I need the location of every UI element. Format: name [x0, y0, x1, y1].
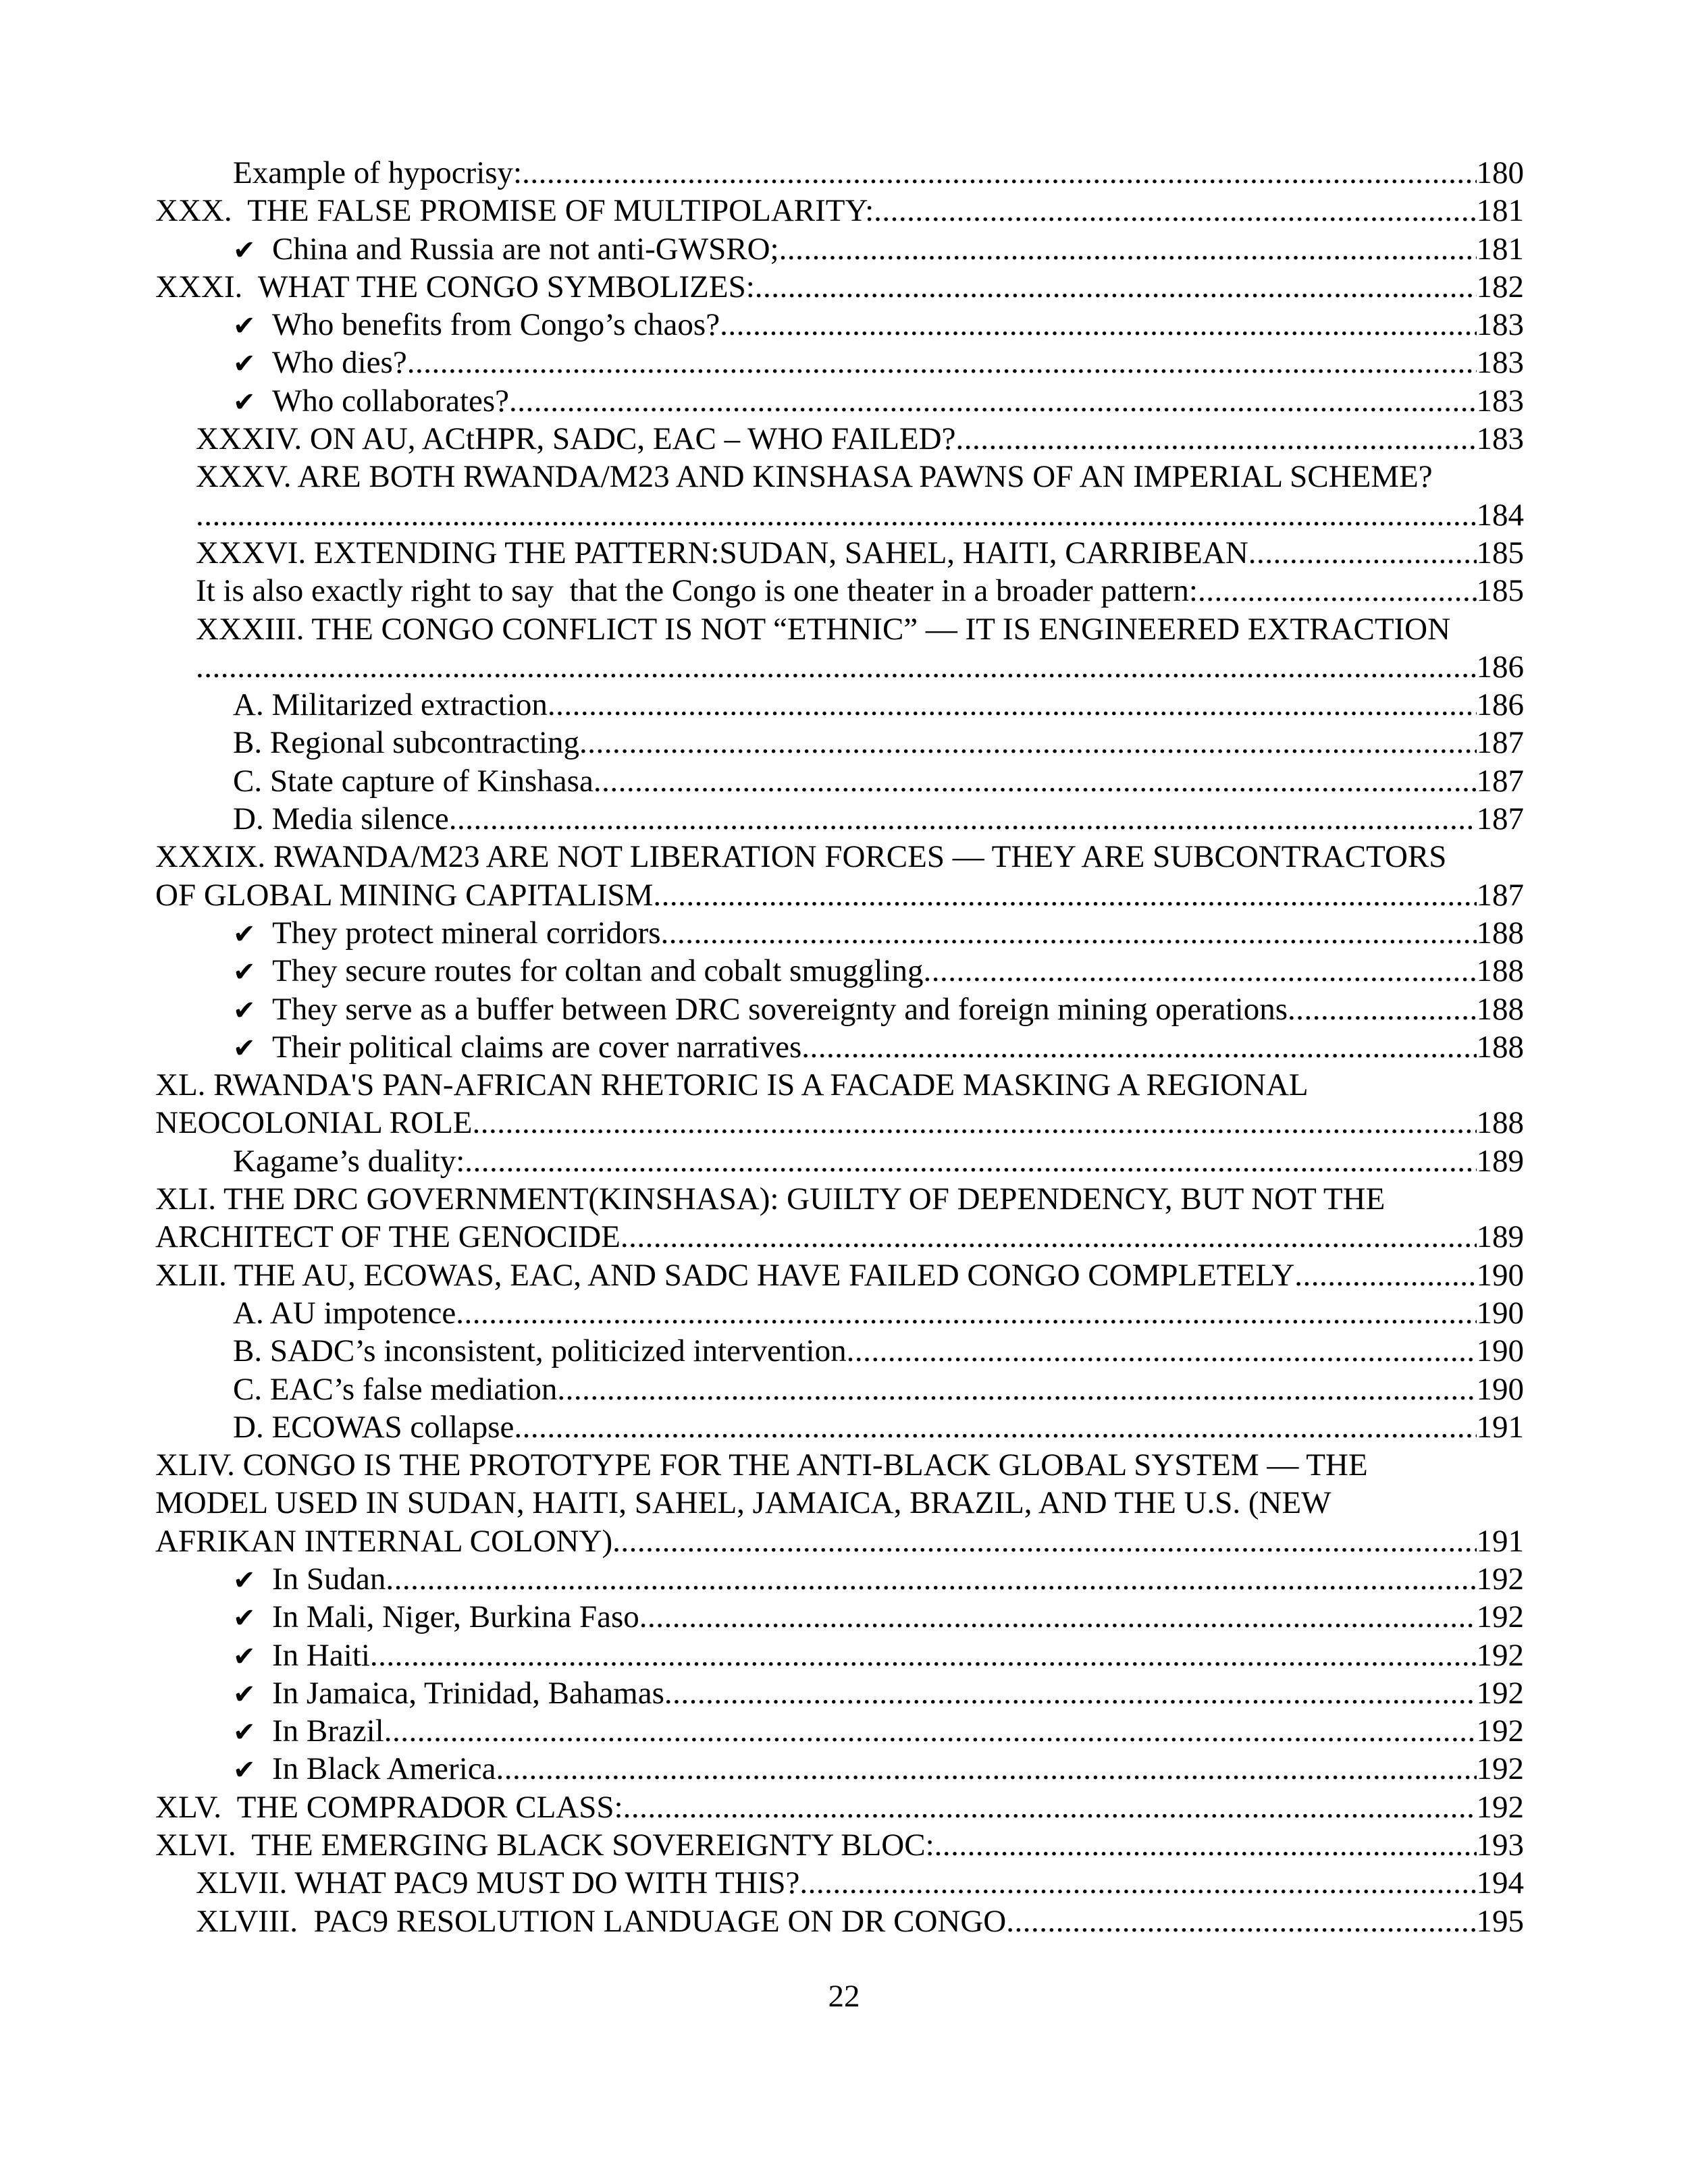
toc-entry-title-text: C. EAC’s false mediation: [233, 1371, 558, 1407]
dot-leader: [514, 1408, 1476, 1446]
dot-leader: [847, 1332, 1477, 1370]
toc-entry[interactable]: [155, 1370, 1524, 1408]
toc-entry-title: [155, 1826, 934, 1864]
toc-entry[interactable]: [155, 800, 1524, 838]
toc-entry[interactable]: [155, 1066, 1524, 1142]
toc-entry[interactable]: [155, 192, 1524, 230]
toc-entry-page: 183: [1476, 307, 1524, 343]
toc-entry-page: 190: [1476, 1371, 1524, 1407]
toc-entry[interactable]: [155, 534, 1524, 572]
dot-leader: [664, 1674, 1477, 1712]
toc-entry-title: [233, 800, 449, 838]
dot-leader: [1248, 534, 1477, 572]
dot-leader: [661, 914, 1477, 952]
toc-entry-title-text: They secure routes for coltan and cobalt smuggling: [272, 953, 924, 989]
page-number: 22: [828, 1979, 860, 2014]
toc-entry[interactable]: [155, 344, 1524, 381]
toc-entry-title-text: Who benefits from Congo’s chaos?: [272, 307, 720, 343]
toc-entry-title: [233, 1294, 456, 1332]
toc-entry-title-line: XL. RWANDA'S PAN-AFRICAN RHETORIC IS A FACADE MASKING A REGIONAL: [155, 1067, 1309, 1103]
dot-leader: [612, 1522, 1476, 1560]
toc-entry-title: [233, 952, 924, 991]
toc-entry-page: 182: [1476, 269, 1524, 304]
toc-entry-page: 190: [1476, 1333, 1524, 1369]
toc-entry-title-text: Who dies?: [272, 345, 407, 381]
dot-leader: [799, 1864, 1476, 1902]
toc-entry-title: [233, 1332, 847, 1370]
dot-leader: [720, 306, 1476, 344]
toc-entry[interactable]: [155, 382, 1524, 420]
toc-entry-page: 191: [1476, 1523, 1524, 1559]
toc-entry-title: [233, 1408, 514, 1446]
dot-leader: [384, 1712, 1477, 1750]
toc-entry-page: 193: [1476, 1828, 1524, 1863]
toc-entry-title: [233, 1750, 496, 1789]
dot-leader: [509, 382, 1476, 420]
toc-entry-page: 192: [1476, 1599, 1524, 1635]
toc-entry-title-text: NEOCOLONIAL ROLE: [155, 1105, 473, 1141]
toc-entry-page: 190: [1476, 1257, 1524, 1293]
toc-entry-title-text: They protect mineral corridors: [272, 915, 661, 951]
toc-entry-page: 186: [1476, 649, 1524, 685]
toc-entry[interactable]: [155, 1332, 1524, 1370]
toc-entry-title: [233, 306, 720, 345]
toc-entry-title-text: Kagame’s duality:: [233, 1143, 465, 1179]
toc-entry-title-text: XLVII. WHAT PAC9 MUST DO WITH THIS?: [196, 1865, 800, 1901]
toc-entry-title: [233, 686, 548, 724]
dot-leader: [1288, 990, 1477, 1028]
toc-entry-title: [233, 1636, 370, 1676]
toc-entry[interactable]: [155, 610, 1524, 687]
toc-entry-title-text: China and Russia are not anti-GWSRO;: [272, 231, 779, 267]
toc-entry-title-text: XLV. THE COMPRADOR CLASS:: [155, 1789, 623, 1825]
toc-entry-title-text: OF GLOBAL MINING CAPITALISM: [155, 877, 654, 913]
check-mark-icon: ✔: [233, 386, 256, 418]
toc-entry-page: 187: [1476, 801, 1524, 837]
toc-entry-title: [155, 1788, 623, 1826]
dot-leader: [801, 1028, 1476, 1066]
toc-entry-page: 187: [1476, 877, 1524, 913]
toc-entry-page: 184: [1476, 497, 1524, 533]
toc-entry-title-text: In Black America: [272, 1751, 496, 1787]
dot-leader: [473, 1104, 1477, 1142]
toc-entry-page: 192: [1476, 1789, 1524, 1825]
dot-leader: [955, 420, 1476, 458]
toc-entry-title-text: In Mali, Niger, Burkina Faso: [272, 1599, 639, 1635]
toc-entry-title-line: XXXIX. RWANDA/M23 ARE NOT LIBERATION FORCES — THEY ARE SUBCONTRACTORS: [155, 839, 1447, 875]
dot-leader: [639, 1598, 1477, 1636]
toc-entry-page: 188: [1476, 991, 1524, 1027]
toc-entry-page: 181: [1476, 231, 1524, 267]
toc-entry-page: 194: [1476, 1865, 1524, 1901]
toc-entry-title: [155, 192, 874, 230]
dot-leader: [456, 1294, 1476, 1332]
toc-entry-title: [196, 534, 1248, 572]
dot-leader: [594, 762, 1477, 800]
check-mark-icon: ✔: [233, 348, 256, 380]
toc-entry-page: 188: [1476, 915, 1524, 951]
toc-entry[interactable]: [155, 1636, 1524, 1674]
toc-entry-title: [155, 1256, 1294, 1294]
dot-leader: [779, 230, 1477, 268]
dot-leader: [1294, 1256, 1476, 1294]
check-mark-icon: ✔: [233, 1603, 256, 1634]
toc-entry-title-text: XLVIII. PAC9 RESOLUTION LANDUAGE ON DR CONGO: [196, 1903, 1007, 1939]
dot-leader: [449, 800, 1477, 838]
toc-entry-page: 192: [1476, 1751, 1524, 1787]
toc-entry-title: [233, 1674, 664, 1713]
toc-entry-title-text: Example of hypocrisy:: [233, 155, 523, 190]
toc-entry-page: 185: [1476, 573, 1524, 609]
toc-entry-title: [155, 1218, 621, 1256]
toc-entry[interactable]: [155, 724, 1524, 762]
toc-entry-title-text: D. Media silence: [233, 801, 449, 837]
toc-entry[interactable]: [155, 154, 1524, 192]
toc-entry[interactable]: [155, 990, 1524, 1028]
toc-entry-title-text: XXX. THE FALSE PROMISE OF MULTIPOLARITY:: [155, 193, 874, 229]
toc-entry-title-text: In Sudan: [272, 1561, 386, 1597]
toc-entry-title-line: XXXV. ARE BOTH RWANDA/M23 AND KINSHASA PAWNS OF AN IMPERIAL SCHEME?: [196, 459, 1433, 495]
toc-entry-page: 192: [1476, 1561, 1524, 1597]
dot-leader: [621, 1218, 1477, 1256]
dot-leader: [924, 952, 1477, 990]
dot-leader: [370, 1636, 1477, 1674]
toc-entry-title: [233, 1712, 384, 1751]
toc-entry-title-text: XXXIV. ON AU, ACtHPR, SADC, EAC – WHO FAILED?: [196, 421, 956, 457]
toc-entry-page: 192: [1476, 1637, 1524, 1673]
toc-entry-title-text: C. State capture of Kinshasa: [233, 763, 594, 799]
toc-entry[interactable]: [155, 306, 1524, 344]
toc-entry-page: 195: [1476, 1903, 1524, 1939]
toc-entry-page: 191: [1476, 1409, 1524, 1445]
toc-entry-title-text: XXXI. WHAT THE CONGO SYMBOLIZES:: [155, 269, 755, 304]
check-mark-icon: ✔: [233, 1717, 256, 1749]
dot-leader: [934, 1826, 1477, 1864]
toc-entry-title-line: XLI. THE DRC GOVERNMENT(KINSHASA): GUILTY OF DEPENDENCY, BUT NOT THE: [155, 1181, 1386, 1217]
dot-leader: [496, 1750, 1476, 1788]
toc-entry-title-text: ARCHITECT OF THE GENOCIDE: [155, 1219, 621, 1255]
dot-leader: [579, 724, 1477, 762]
dot-leader: [557, 1370, 1476, 1408]
toc-entry-title: [233, 1142, 465, 1180]
toc-entry-title-text: XLVI. THE EMERGING BLACK SOVEREIGNTY BLOC:: [155, 1828, 934, 1863]
toc-entry-page: 183: [1476, 345, 1524, 381]
dot-leader: [653, 876, 1476, 914]
toc-entry-page: 188: [1476, 1105, 1524, 1141]
toc-entry-title: [233, 1598, 639, 1637]
toc-entry[interactable]: [155, 1560, 1524, 1598]
check-mark-icon: ✔: [233, 234, 256, 266]
toc-entry-title-text: D. ECOWAS collapse: [233, 1409, 515, 1445]
toc-entry[interactable]: [155, 458, 1524, 534]
check-mark-icon: ✔: [233, 1755, 256, 1786]
dot-leader: [1198, 572, 1477, 610]
toc-entry-title-text: Their political claims are cover narratives: [272, 1029, 802, 1065]
toc-entry-title-text: A. AU impotence: [233, 1295, 456, 1331]
toc-entry-title: [155, 876, 653, 914]
toc-entry[interactable]: [155, 1598, 1524, 1636]
dot-leader: [623, 1788, 1477, 1826]
toc-entry-page: 183: [1476, 421, 1524, 457]
toc-entry-title-text: In Haiti: [272, 1637, 370, 1673]
toc-entry[interactable]: [155, 420, 1524, 458]
toc-entry-title: [233, 230, 779, 269]
toc-entry-page: 185: [1476, 535, 1524, 570]
toc-entry[interactable]: [155, 914, 1524, 952]
dot-leader: [196, 496, 1477, 534]
toc-entry-title-text: They serve as a buffer between DRC sovereignty and foreign mining operations: [272, 991, 1288, 1027]
toc-entry-title: [196, 1864, 799, 1902]
toc-entry[interactable]: [155, 1408, 1524, 1446]
toc-entry[interactable]: [155, 1750, 1524, 1788]
toc-entry-title-text: B. SADC’s inconsistent, politicized intervention: [233, 1333, 847, 1369]
toc-entry[interactable]: [155, 1902, 1524, 1940]
toc-entry-title-line: XLIV. CONGO IS THE PROTOTYPE FOR THE ANTI-BLACK GLOBAL SYSTEM — THE: [155, 1447, 1368, 1483]
toc-entry[interactable]: [155, 952, 1524, 990]
check-mark-icon: ✔: [233, 1032, 256, 1064]
dot-leader: [465, 1142, 1476, 1180]
check-mark-icon: ✔: [233, 1564, 256, 1596]
toc-entry-title: [233, 1028, 801, 1067]
dot-leader: [386, 1560, 1476, 1598]
toc-entry-title-text: In Jamaica, Trinidad, Bahamas: [272, 1675, 664, 1711]
toc-entry-title: [155, 268, 755, 306]
check-mark-icon: ✔: [233, 311, 256, 342]
toc-entry-title: [196, 1902, 1006, 1940]
toc-entry[interactable]: [155, 1446, 1524, 1560]
toc-entry[interactable]: [155, 1788, 1524, 1826]
toc-entry-title: [233, 724, 579, 762]
toc-entry[interactable]: [155, 1142, 1524, 1180]
toc-entry-title-text: A. Militarized extraction: [233, 687, 548, 723]
toc-entry-title: [233, 990, 1288, 1030]
toc-entry-title: [233, 344, 407, 383]
toc-entry-title-line: XXXIII. THE CONGO CONFLICT IS NOT “ETHNIC” — IT IS ENGINEERED EXTRACTION: [196, 611, 1451, 647]
toc-entry-title: [155, 1522, 612, 1560]
toc-entry-title: [233, 1370, 557, 1408]
toc-entry[interactable]: [155, 1864, 1524, 1902]
toc-entry-page: 190: [1476, 1295, 1524, 1331]
dot-leader: [407, 344, 1477, 381]
toc-entry[interactable]: [155, 762, 1524, 800]
dot-leader: [522, 154, 1476, 192]
check-mark-icon: ✔: [233, 1641, 256, 1672]
toc-entry-title-text: B. Regional subcontracting: [233, 725, 579, 761]
toc-entry-page: 183: [1476, 383, 1524, 419]
toc-entry[interactable]: [155, 230, 1524, 268]
toc-entry[interactable]: [155, 1180, 1524, 1256]
toc-entry[interactable]: [155, 1826, 1524, 1864]
toc-entry[interactable]: [155, 1256, 1524, 1294]
table-of-contents: [155, 154, 1524, 1940]
toc-entry-title: [155, 1104, 473, 1142]
toc-entry-page: 189: [1476, 1143, 1524, 1179]
check-mark-icon: ✔: [233, 957, 256, 988]
dot-leader: [196, 648, 1477, 686]
toc-entry-title-text: AFRIKAN INTERNAL COLONY): [155, 1523, 613, 1559]
toc-entry[interactable]: [155, 686, 1524, 724]
dot-leader: [874, 192, 1476, 230]
toc-entry-page: 192: [1476, 1675, 1524, 1711]
toc-entry-page: 180: [1476, 155, 1524, 190]
toc-entry-page: 187: [1476, 763, 1524, 799]
toc-entry-page: 187: [1476, 725, 1524, 761]
toc-entry-title: [233, 382, 509, 421]
toc-entry-page: 188: [1476, 953, 1524, 989]
dot-leader: [755, 268, 1477, 306]
toc-entry-page: 181: [1476, 193, 1524, 229]
toc-entry-title: [233, 762, 594, 800]
check-mark-icon: ✔: [233, 1678, 256, 1710]
toc-entry-title-text: In Brazil: [272, 1713, 384, 1749]
dot-leader: [548, 686, 1477, 724]
toc-entry-title: [196, 572, 1198, 610]
toc-entry-page: 188: [1476, 1029, 1524, 1065]
toc-entry[interactable]: [155, 1712, 1524, 1750]
toc-entry-title: [233, 914, 661, 953]
toc-entry-title-text: XLII. THE AU, ECOWAS, EAC, AND SADC HAVE FAILED CONGO COMPLETELY: [155, 1257, 1295, 1293]
toc-entry-title-text: XXXVI. EXTENDING THE PATTERN:SUDAN, SAHEL, HAITI, CARRIBEAN: [196, 535, 1248, 570]
toc-entry[interactable]: [155, 572, 1524, 610]
toc-entry-page: 192: [1476, 1713, 1524, 1749]
toc-entry[interactable]: [155, 268, 1524, 306]
dot-leader: [1006, 1902, 1476, 1940]
toc-entry-title: [233, 1560, 386, 1599]
toc-entry-page: 189: [1476, 1219, 1524, 1255]
toc-entry[interactable]: [155, 1028, 1524, 1066]
check-mark-icon: ✔: [233, 994, 256, 1026]
toc-entry[interactable]: [155, 1294, 1524, 1332]
toc-entry-title-line: MODEL USED IN SUDAN, HAITI, SAHEL, JAMAICA, BRAZIL, AND THE U.S. (NEW: [155, 1485, 1331, 1521]
toc-entry-title: [196, 420, 955, 458]
check-mark-icon: ✔: [233, 918, 256, 950]
toc-entry-title: [233, 154, 522, 192]
toc-entry-title-text: It is also exactly right to say that the Congo is one theater in a broader pattern:: [196, 573, 1198, 609]
toc-entry-title-text: Who collaborates?: [272, 383, 510, 419]
toc-entry[interactable]: [155, 838, 1524, 914]
toc-entry-page: 186: [1476, 687, 1524, 723]
toc-entry[interactable]: [155, 1674, 1524, 1712]
